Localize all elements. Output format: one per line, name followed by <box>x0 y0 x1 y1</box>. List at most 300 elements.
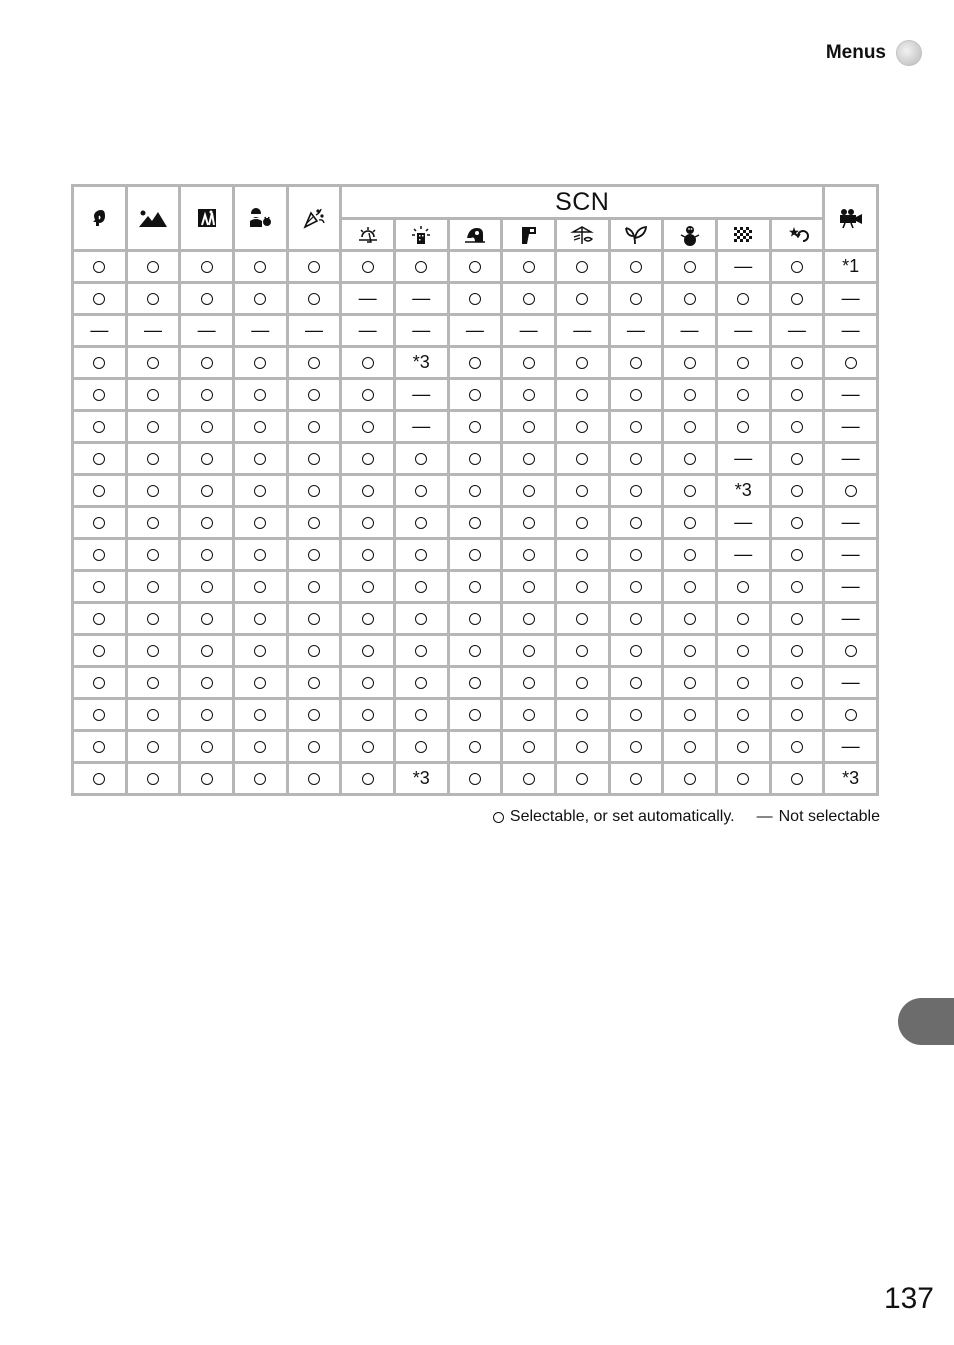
not-selectable-mark: — <box>358 288 377 308</box>
selectable-circle-icon <box>415 613 427 625</box>
table-cell <box>502 315 556 347</box>
table-cell <box>609 667 663 699</box>
selectable-circle-icon <box>737 357 749 369</box>
selectable-circle-icon <box>684 389 696 401</box>
selectable-circle-icon <box>845 485 857 497</box>
table-cell <box>73 603 127 635</box>
table-cell <box>73 379 127 411</box>
selectable-circle-icon <box>362 549 374 561</box>
selectable-circle-icon <box>93 709 105 721</box>
selectable-circle-icon <box>147 645 159 657</box>
not-selectable-mark: — <box>251 320 270 340</box>
table-cell <box>233 347 287 379</box>
table-cell <box>448 635 502 667</box>
selectable-circle-icon <box>147 293 159 305</box>
selectable-circle-icon <box>93 485 105 497</box>
table-cell <box>287 667 341 699</box>
table-row <box>73 507 878 539</box>
table-cell <box>716 539 770 571</box>
table-cell <box>770 731 824 763</box>
selectable-circle-icon <box>576 485 588 497</box>
table-cell <box>73 571 127 603</box>
selectable-circle-icon <box>93 389 105 401</box>
table-cell <box>448 283 502 315</box>
table-cell <box>716 667 770 699</box>
selectable-circle-icon <box>630 613 642 625</box>
selectable-circle-icon <box>576 741 588 753</box>
selectable-circle-icon <box>469 389 481 401</box>
table-cell <box>502 347 556 379</box>
not-selectable-mark: — <box>412 288 431 308</box>
not-selectable-mark: — <box>841 576 860 596</box>
table-cell <box>716 731 770 763</box>
table-cell <box>555 699 609 731</box>
table-cell <box>770 283 824 315</box>
table-cell <box>824 251 878 283</box>
not-selectable-mark: — <box>734 512 753 532</box>
selectable-circle-icon <box>93 773 105 785</box>
table-cell <box>502 443 556 475</box>
not-selectable-mark: — <box>841 320 860 340</box>
legend-selectable-text: Selectable, or set automatically. <box>509 808 735 825</box>
footnote-mark: *3 <box>412 352 430 372</box>
table-cell <box>341 635 395 667</box>
table-cell <box>448 507 502 539</box>
table-cell <box>180 475 234 507</box>
table-cell <box>180 667 234 699</box>
table-cell <box>287 731 341 763</box>
selectable-circle-icon <box>254 293 266 305</box>
header-cell-scn <box>502 219 556 251</box>
table-cell <box>663 283 717 315</box>
selectable-circle-icon <box>523 261 535 273</box>
selectable-circle-icon <box>737 421 749 433</box>
not-selectable-mark: — <box>734 256 753 276</box>
selectable-circle-icon <box>147 485 159 497</box>
landscape-icon <box>138 208 168 228</box>
selectable-circle-icon <box>415 581 427 593</box>
table-cell <box>287 763 341 795</box>
selectable-circle-icon <box>791 709 803 721</box>
table-row <box>73 635 878 667</box>
table-cell <box>609 347 663 379</box>
color-swap-icon <box>785 224 809 246</box>
table-cell <box>770 539 824 571</box>
legend-dash: — <box>756 808 773 825</box>
table-cell <box>716 763 770 795</box>
selectable-circle-icon <box>737 389 749 401</box>
selectable-circle-icon <box>630 261 642 273</box>
table-cell <box>770 443 824 475</box>
table-cell <box>663 667 717 699</box>
table-cell <box>770 379 824 411</box>
selectable-circle-icon <box>308 261 320 273</box>
header-cell-scn <box>555 219 609 251</box>
table-cell <box>663 347 717 379</box>
table-cell <box>609 443 663 475</box>
table-cell <box>502 379 556 411</box>
not-selectable-mark: — <box>197 320 216 340</box>
selectable-circle-icon <box>791 357 803 369</box>
selectable-circle-icon <box>415 549 427 561</box>
table-cell <box>448 475 502 507</box>
selectable-circle-icon <box>147 453 159 465</box>
not-selectable-mark: — <box>841 608 860 628</box>
selectable-circle-icon <box>630 709 642 721</box>
table-cell <box>824 635 878 667</box>
selectable-circle-icon <box>362 485 374 497</box>
table-cell <box>502 571 556 603</box>
selectable-circle-icon <box>362 741 374 753</box>
selectable-circle-icon <box>362 357 374 369</box>
selectable-circle-icon <box>737 293 749 305</box>
selectable-circle-icon <box>362 517 374 529</box>
table-cell <box>824 667 878 699</box>
table-cell <box>341 667 395 699</box>
table-cell <box>448 763 502 795</box>
selectable-circle-icon <box>630 421 642 433</box>
table-cell <box>502 635 556 667</box>
selectable-circle-icon <box>469 549 481 561</box>
selectable-circle-icon <box>576 613 588 625</box>
selectable-circle-icon <box>469 709 481 721</box>
selectable-circle-icon <box>362 389 374 401</box>
table-cell <box>73 411 127 443</box>
table-cell <box>824 347 878 379</box>
not-selectable-mark: — <box>734 544 753 564</box>
header-cell-movie <box>824 186 878 251</box>
table-cell <box>555 347 609 379</box>
table-cell <box>180 283 234 315</box>
table-cell <box>555 539 609 571</box>
table-cell <box>663 635 717 667</box>
selectable-circle-icon <box>308 549 320 561</box>
selectable-circle-icon <box>201 677 213 689</box>
table-cell <box>180 443 234 475</box>
selectable-circle-icon <box>523 581 535 593</box>
table-cell <box>126 539 180 571</box>
selectable-circle-icon <box>308 485 320 497</box>
table-cell <box>824 763 878 795</box>
table-cell <box>233 667 287 699</box>
table-cell <box>126 667 180 699</box>
selectable-circle-icon <box>254 549 266 561</box>
table-cell <box>770 347 824 379</box>
footnote-mark: *1 <box>842 256 860 276</box>
table-cell <box>609 763 663 795</box>
selectable-circle-icon <box>737 645 749 657</box>
header-cell-mode <box>180 186 234 251</box>
table-cell <box>555 443 609 475</box>
table-cell <box>609 315 663 347</box>
selectable-circle-icon <box>576 293 588 305</box>
table-cell <box>394 251 448 283</box>
selectable-circle-icon <box>308 581 320 593</box>
table-cell <box>394 283 448 315</box>
table-cell <box>233 571 287 603</box>
selectable-circle-icon <box>630 389 642 401</box>
selectable-circle-icon <box>201 261 213 273</box>
table-row <box>73 603 878 635</box>
table-cell <box>180 315 234 347</box>
selectable-circle-icon <box>308 645 320 657</box>
table-row <box>73 411 878 443</box>
table-cell <box>716 347 770 379</box>
table-cell <box>341 763 395 795</box>
table-cell <box>394 411 448 443</box>
table-cell <box>394 507 448 539</box>
selectable-circle-icon <box>308 613 320 625</box>
not-selectable-mark: — <box>841 544 860 564</box>
selectable-circle-icon <box>201 741 213 753</box>
selectable-circle-icon <box>630 453 642 465</box>
kids-pets-icon <box>247 207 273 229</box>
table-cell <box>663 379 717 411</box>
night-scene-icon <box>410 224 432 246</box>
table-cell <box>180 379 234 411</box>
table-cell <box>73 315 127 347</box>
table-cell <box>609 475 663 507</box>
selectable-circle-icon <box>523 421 535 433</box>
table-cell <box>126 347 180 379</box>
selectable-circle-icon <box>791 421 803 433</box>
table-cell <box>824 539 878 571</box>
table-cell <box>180 347 234 379</box>
not-selectable-mark: — <box>841 736 860 756</box>
table-cell <box>287 283 341 315</box>
table-cell <box>663 251 717 283</box>
selectable-circle-icon <box>147 261 159 273</box>
selectable-circle-icon <box>469 613 481 625</box>
selectable-circle-icon <box>254 421 266 433</box>
selectable-circle-icon <box>469 741 481 753</box>
table-cell <box>716 571 770 603</box>
footnote-mark: *3 <box>412 768 430 788</box>
table-cell <box>609 379 663 411</box>
table-cell <box>233 411 287 443</box>
underwater-icon <box>570 224 594 246</box>
table-cell <box>287 443 341 475</box>
table-cell <box>287 347 341 379</box>
table-cell <box>341 283 395 315</box>
table-cell <box>287 315 341 347</box>
selectable-circle-icon <box>147 421 159 433</box>
selectable-circle-icon <box>362 421 374 433</box>
table-cell <box>716 475 770 507</box>
selectable-circle-icon <box>362 677 374 689</box>
table-cell <box>73 507 127 539</box>
table-cell <box>609 571 663 603</box>
table-row <box>73 443 878 475</box>
selectable-circle-icon <box>308 389 320 401</box>
table-cell <box>233 315 287 347</box>
table-row <box>73 763 878 795</box>
table-cell <box>824 475 878 507</box>
table-cell <box>716 283 770 315</box>
selectable-circle-icon <box>630 773 642 785</box>
table-cell <box>448 731 502 763</box>
table-cell <box>126 763 180 795</box>
header-cell-mode <box>73 186 127 251</box>
table-cell <box>394 603 448 635</box>
table-cell <box>448 379 502 411</box>
selectable-circle-icon <box>523 485 535 497</box>
selectable-circle-icon <box>576 389 588 401</box>
selectable-circle-icon <box>93 645 105 657</box>
selectable-circle-icon <box>362 613 374 625</box>
table-cell <box>555 251 609 283</box>
table-cell <box>716 699 770 731</box>
table-row <box>73 283 878 315</box>
selectable-circle-icon <box>845 357 857 369</box>
selectable-circle-icon <box>469 261 481 273</box>
table-cell <box>448 443 502 475</box>
table-row <box>73 475 878 507</box>
page-number: 137 <box>883 1282 934 1315</box>
table-cell <box>126 283 180 315</box>
selectable-circle-icon <box>523 357 535 369</box>
selectable-circle-icon <box>791 645 803 657</box>
table-cell <box>341 507 395 539</box>
selectable-circle-icon <box>576 709 588 721</box>
selectable-circle-icon <box>630 517 642 529</box>
selectable-circle-icon <box>737 677 749 689</box>
selectable-circle-icon <box>791 741 803 753</box>
selectable-circle-icon <box>469 581 481 593</box>
selectable-circle-icon <box>93 453 105 465</box>
selectable-circle-icon <box>201 293 213 305</box>
selectable-circle-icon <box>684 645 696 657</box>
selectable-circle-icon <box>93 293 105 305</box>
selectable-circle-icon <box>308 773 320 785</box>
selectable-circle-icon <box>791 773 803 785</box>
selectable-circle-icon <box>737 773 749 785</box>
selectable-circle-icon <box>684 485 696 497</box>
table-row <box>73 347 878 379</box>
not-selectable-mark: — <box>412 320 431 340</box>
table-cell <box>663 699 717 731</box>
table-cell <box>502 283 556 315</box>
table-cell <box>341 699 395 731</box>
table-cell <box>341 603 395 635</box>
chapter-tab <box>898 998 954 1045</box>
table-cell <box>180 763 234 795</box>
footnote-mark: *3 <box>734 480 752 500</box>
selectable-circle-icon <box>201 517 213 529</box>
selectable-circle-icon <box>201 645 213 657</box>
table-cell <box>394 539 448 571</box>
table-cell <box>824 443 878 475</box>
not-selectable-mark: — <box>734 320 753 340</box>
table-cell <box>824 603 878 635</box>
table-cell <box>73 667 127 699</box>
selectable-circle-icon <box>254 709 266 721</box>
selectable-circle-icon <box>308 517 320 529</box>
table-cell <box>448 667 502 699</box>
table-cell <box>287 635 341 667</box>
selectable-circle-icon <box>684 581 696 593</box>
table-cell <box>663 443 717 475</box>
table-cell <box>448 571 502 603</box>
table-cell <box>824 315 878 347</box>
table-cell <box>233 475 287 507</box>
table-cell <box>663 507 717 539</box>
selectable-circle-icon <box>254 581 266 593</box>
selectable-circle-icon <box>201 389 213 401</box>
table-cell <box>341 475 395 507</box>
header-cell-mode <box>287 186 341 251</box>
table-cell <box>180 251 234 283</box>
table-cell <box>394 379 448 411</box>
selectable-circle-icon <box>469 677 481 689</box>
selectable-circle-icon <box>201 357 213 369</box>
selectable-circle-icon <box>415 453 427 465</box>
table-cell <box>770 635 824 667</box>
table-cell <box>287 603 341 635</box>
table-cell <box>716 507 770 539</box>
table-cell <box>126 315 180 347</box>
table-cell <box>233 699 287 731</box>
selectable-circle-icon <box>254 677 266 689</box>
table-cell <box>126 379 180 411</box>
table-cell <box>180 699 234 731</box>
selectable-circle-icon <box>630 293 642 305</box>
table-row <box>73 379 878 411</box>
selectable-circle-icon <box>684 677 696 689</box>
selectable-circle-icon <box>147 613 159 625</box>
selectable-circle-icon <box>362 773 374 785</box>
not-selectable-mark: — <box>143 320 162 340</box>
header-cell-scn <box>394 219 448 251</box>
selectable-circle-icon <box>415 645 427 657</box>
table-cell <box>287 699 341 731</box>
table-cell <box>233 443 287 475</box>
table-cell <box>609 507 663 539</box>
table-cell <box>663 411 717 443</box>
selectable-circle-icon <box>254 613 266 625</box>
selectable-circle-icon <box>684 261 696 273</box>
table-cell <box>287 475 341 507</box>
table-cell <box>73 443 127 475</box>
table-cell <box>126 507 180 539</box>
selectable-circle-icon <box>684 517 696 529</box>
selectable-circle-icon <box>254 645 266 657</box>
not-selectable-mark: — <box>304 320 323 340</box>
table-cell <box>663 539 717 571</box>
table-cell <box>394 731 448 763</box>
selectable-circle-icon <box>415 709 427 721</box>
selectable-circle-icon <box>791 261 803 273</box>
selectable-circle-icon <box>523 741 535 753</box>
table-cell <box>126 731 180 763</box>
table-cell <box>502 731 556 763</box>
selectable-circle-icon <box>684 613 696 625</box>
selectable-circle-icon <box>791 485 803 497</box>
selectable-circle-icon <box>469 517 481 529</box>
table-cell <box>394 763 448 795</box>
color-accent-icon <box>731 224 755 246</box>
not-selectable-mark: — <box>841 512 860 532</box>
table-cell <box>824 699 878 731</box>
table-cell <box>555 379 609 411</box>
selectable-circle-icon <box>308 421 320 433</box>
table-cell <box>824 411 878 443</box>
selectable-circle-icon <box>737 581 749 593</box>
table-cell <box>555 731 609 763</box>
table-cell <box>73 475 127 507</box>
table-cell <box>555 475 609 507</box>
selectable-circle-icon <box>576 517 588 529</box>
